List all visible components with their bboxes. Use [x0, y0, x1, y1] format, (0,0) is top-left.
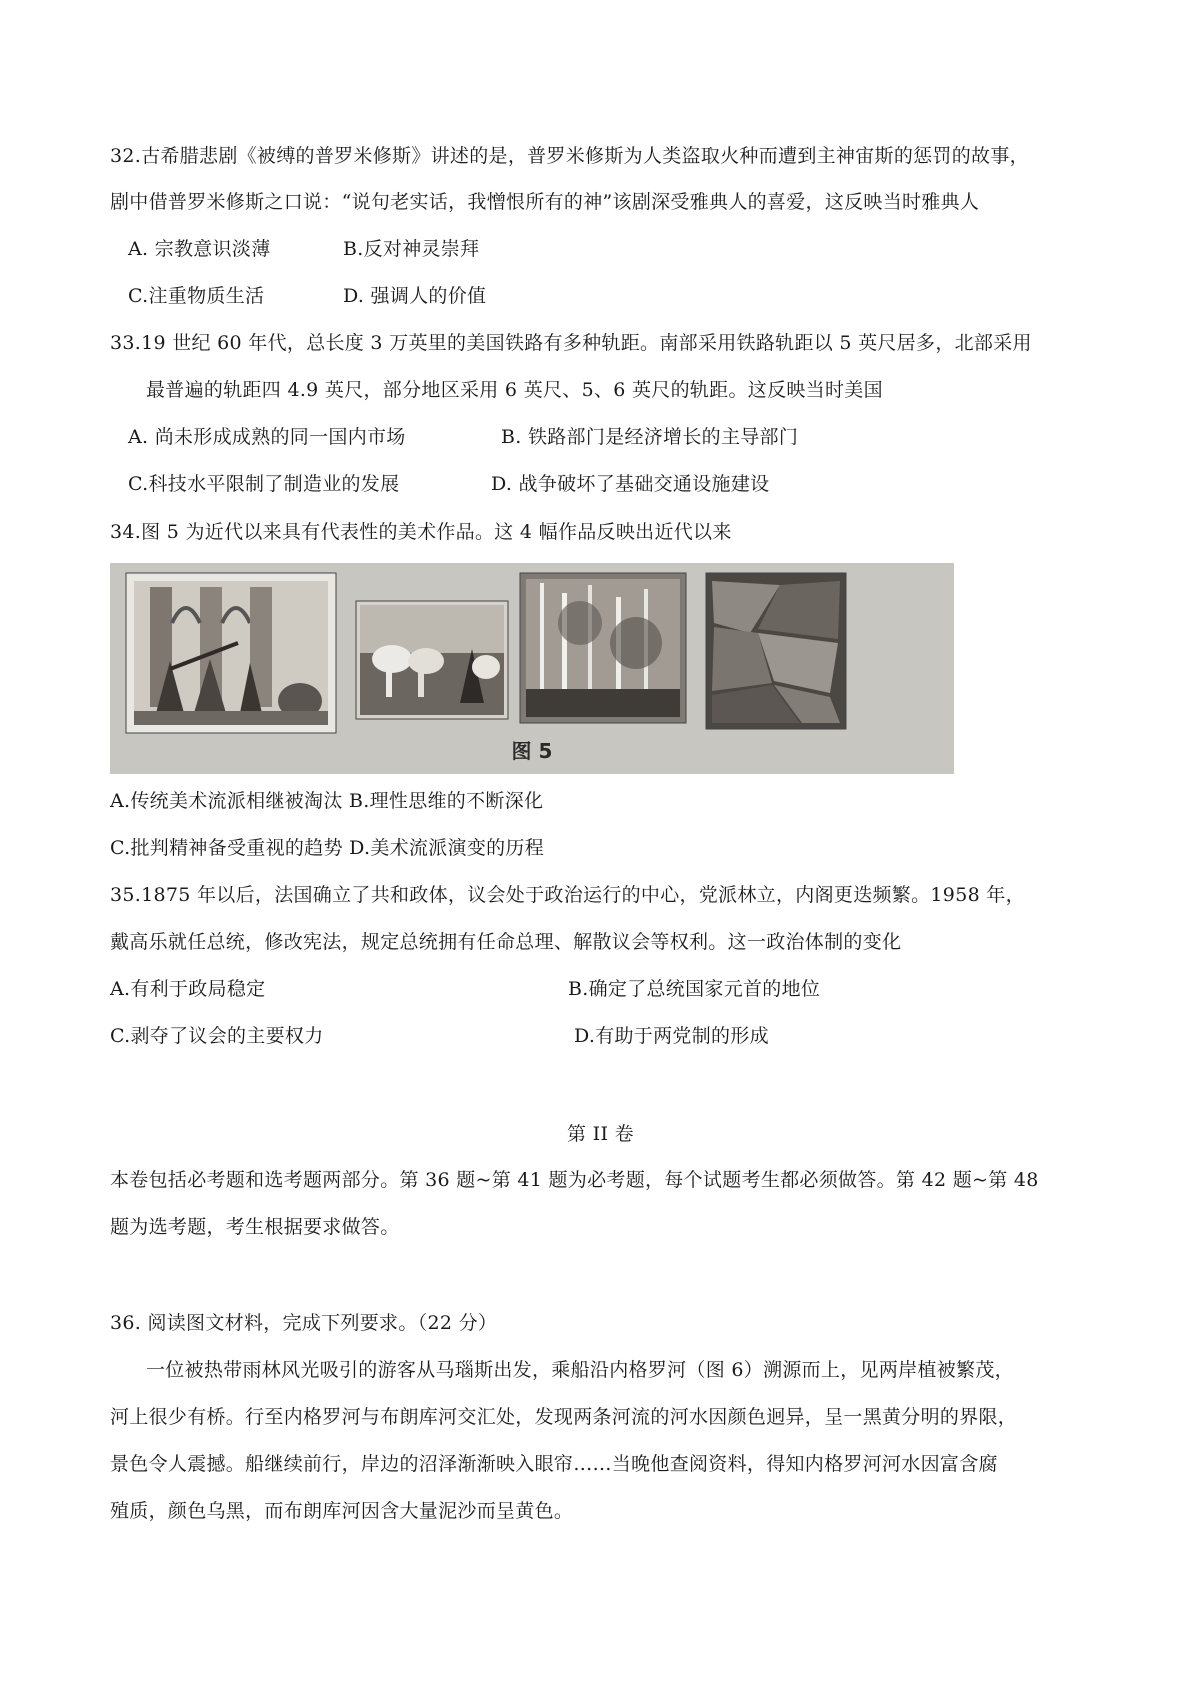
- artwork-cubist: [706, 573, 846, 729]
- q33-option-a: A. 尚未形成成熟的同一国内市场: [128, 426, 406, 448]
- figure-5-artworks: [110, 563, 954, 774]
- q36-para-line2: 河上很少有桥。行至内格罗河与布朗库河交汇处，发现两条河流的河水因颜色迥异，呈一黑黄分明的界限，: [110, 1406, 1018, 1428]
- q33-option-d: D. 战争破坏了基础交通设施建设: [491, 473, 770, 495]
- q34-options-ab: A.传统美术流派相继被淘汰 B.理性思维的不断深化: [110, 790, 544, 812]
- q33-stem-line1: 33.19 世纪 60 年代，总长度 3 万英里的美国铁路有多种轨距。南部采用铁路轨距以 5 英尺居多，北部采用: [110, 332, 1032, 354]
- q36-stem: 36. 阅读图文材料，完成下列要求。（22 分）: [110, 1312, 498, 1334]
- q35-stem-line2: 戴高乐就任总统，修改宪法，规定总统拥有任命总理、解散议会等权利。这一政治体制的变化: [110, 931, 902, 953]
- part2-heading: 第 II 卷: [567, 1123, 634, 1145]
- part2-intro-line1: 本卷包括必考题和选考题两部分。第 36 题~第 41 题为必考题，每个试题考生都必须做答。第 42 题~第 48: [110, 1169, 1039, 1191]
- q35-stem-line1: 35.1875 年以后，法国确立了共和政体，议会处于政治运行的中心，党派林立，内阁更迭频繁。1958 年，: [110, 884, 1025, 906]
- q35-option-d: D.有助于两党制的形成: [574, 1025, 769, 1047]
- q32-stem-line2: 剧中借普罗米修斯之口说：“说句老实话，我憎恨所有的神”该剧深受雅典人的喜爱，这反映当时雅典人: [110, 191, 980, 213]
- q35-option-c: C.剥夺了议会的主要权力: [110, 1025, 324, 1047]
- figure-caption: 图 5: [511, 739, 553, 763]
- q35-option-b: B.确定了总统国家元首的地位: [568, 978, 821, 1000]
- q32-option-c: C.注重物质生活: [128, 285, 265, 307]
- q36-para-line4: 殖质，颜色乌黑，而布朗库河因含大量泥沙而呈黄色。: [110, 1500, 574, 1522]
- q33-stem-line2: 最普遍的轨距四 4.9 英尺，部分地区采用 6 英尺、5、6 英尺的轨距。这反映当时美国: [146, 379, 883, 401]
- artwork-impressionist: [520, 573, 686, 723]
- q32-option-d: D. 强调人的价值: [343, 285, 487, 307]
- q32-stem-line1: 32.古希腊悲剧《被缚的普罗米修斯》讲述的是，普罗米修斯为人类盗取火种而遭到主神宙斯的惩罚的故事，: [110, 145, 1029, 167]
- q34-options-cd: C.批判精神备受重视的趋势 D.美术流派演变的历程: [110, 837, 545, 859]
- q34-stem: 34.图 5 为近代以来具有代表性的美术作品。这 4 幅作品反映出近代以来: [110, 521, 732, 543]
- q35-option-a: A.有利于政局稳定: [110, 978, 266, 1000]
- q32-option-a: A. 宗教意识淡薄: [128, 238, 271, 260]
- part2-intro-line2: 题为选考题，考生根据要求做答。: [110, 1216, 400, 1238]
- q33-option-b: B. 铁路部门是经济增长的主导部门: [501, 426, 799, 448]
- q33-option-c: C.科技水平限制了制造业的发展: [128, 473, 400, 495]
- artwork-realist: [356, 601, 508, 719]
- q36-para-line3: 景色令人震撼。船继续前行，岸边的沼泽渐渐映入眼帘……当晚他查阅资料，得知内格罗河河水因富含腐: [110, 1453, 998, 1475]
- q36-para-line1: 一位被热带雨林风光吸引的游客从马瑙斯出发，乘船沿内格罗河（图 6）溯源而上，见两岸植被繁茂，: [146, 1359, 1014, 1381]
- artwork-neoclassical: [126, 573, 336, 733]
- q32-option-b: B.反对神灵崇拜: [343, 238, 480, 260]
